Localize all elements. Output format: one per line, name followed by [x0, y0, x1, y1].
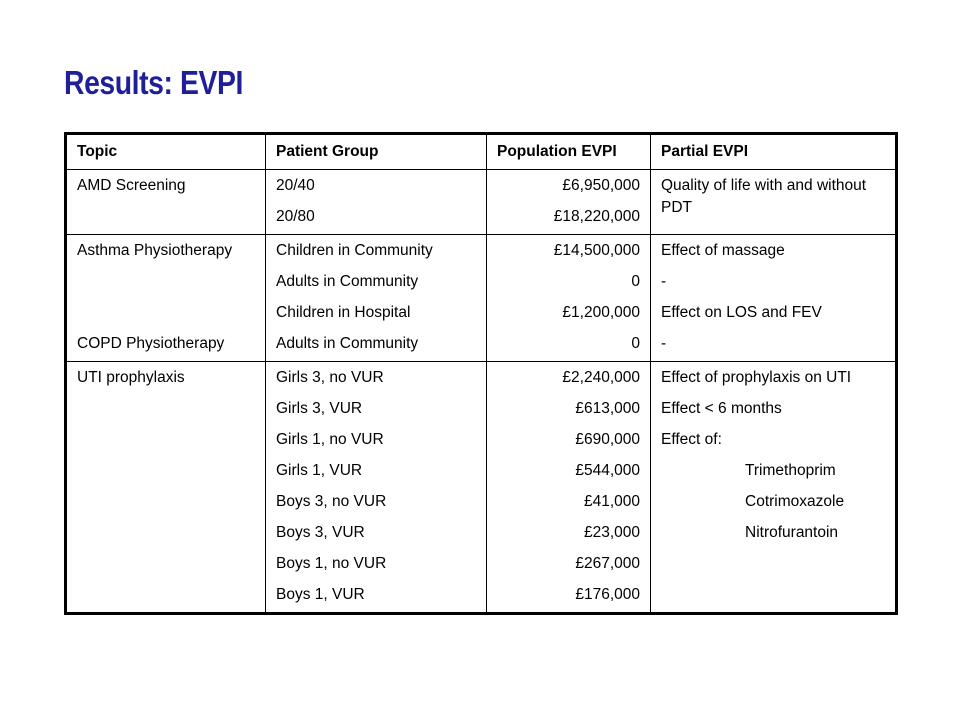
value-text: £544,000 [575, 462, 640, 479]
group-cell [266, 362, 487, 614]
header-population-evpi: Population EVPI [487, 134, 651, 170]
topic-text [77, 297, 255, 328]
group-text: Girls 1, VUR [276, 462, 363, 479]
group-text: Girls 1, no VUR [276, 431, 384, 448]
value-cell [487, 170, 651, 235]
partial-text: Cotrimoxazole [745, 493, 845, 510]
group-text: Girls 3, VUR [276, 400, 363, 417]
topic-cell [66, 170, 266, 235]
partial-cell [651, 170, 897, 235]
evpi-results-table [64, 132, 898, 615]
group-cell [266, 235, 487, 362]
topic-cell [66, 362, 266, 614]
group-text: Boys 3, VUR [276, 524, 365, 541]
group-text: 20/40 [276, 177, 315, 194]
value-text: £23,000 [583, 524, 640, 541]
group-text: Adults in Community [276, 335, 419, 352]
topic-text [77, 266, 255, 297]
group-text: Girls 3, no VUR [276, 369, 384, 386]
page-title: Results: EVPI [64, 64, 243, 101]
value-text: £14,500,000 [553, 242, 640, 259]
value-text: £267,000 [575, 555, 640, 572]
partial-text: Nitrofurantoin [745, 524, 839, 541]
value-text: £690,000 [575, 431, 640, 448]
group-text: Boys 1, no VUR [276, 555, 387, 572]
partial-cell [651, 362, 897, 614]
group-text: Boys 1, VUR [276, 586, 365, 603]
partial-text: - [661, 273, 667, 290]
value-text: £18,220,000 [553, 208, 640, 225]
group-text: 20/80 [276, 208, 315, 225]
partial-text: - [661, 335, 667, 352]
partial-text: Effect on LOS and FEV [661, 304, 822, 321]
partial-text: Effect of: [661, 431, 722, 448]
header-partial-evpi: Partial EVPI [651, 134, 897, 170]
group-text: Children in Hospital [276, 304, 411, 321]
group-text: Children in Community [276, 242, 433, 259]
topic-text: AMD Screening [77, 177, 186, 194]
value-text: £6,950,000 [562, 177, 640, 194]
group-cell [266, 170, 487, 235]
value-text: 0 [631, 273, 640, 290]
value-cell [487, 362, 651, 614]
partial-cell [651, 235, 897, 362]
header-topic: Topic [66, 134, 266, 170]
value-text: £176,000 [575, 586, 640, 603]
table-row-amd [66, 170, 897, 235]
group-text: Adults in Community [276, 273, 419, 290]
partial-text: Effect of prophylaxis on UTI [661, 369, 852, 386]
topic-text: UTI prophylaxis [77, 369, 185, 386]
value-text: £2,240,000 [562, 369, 640, 386]
partial-text: Trimethoprim [745, 462, 836, 479]
table-row-uti [66, 362, 897, 614]
partial-text: Quality of life with and without PDT [661, 177, 867, 216]
header-patient-group: Patient Group [266, 134, 487, 170]
topic-cell [66, 235, 266, 362]
partial-text: Effect of massage [661, 242, 785, 259]
value-text: £613,000 [575, 400, 640, 417]
topic-text: COPD Physiotherapy [77, 335, 225, 352]
value-text: £41,000 [583, 493, 640, 510]
partial-text: Effect < 6 months [661, 400, 782, 417]
table-row-physio [66, 235, 897, 362]
table-header-row [66, 134, 897, 170]
group-text: Boys 3, no VUR [276, 493, 387, 510]
value-text: 0 [631, 335, 640, 352]
value-cell [487, 235, 651, 362]
topic-text: Asthma Physiotherapy [77, 242, 233, 259]
value-text: £1,200,000 [562, 304, 640, 321]
